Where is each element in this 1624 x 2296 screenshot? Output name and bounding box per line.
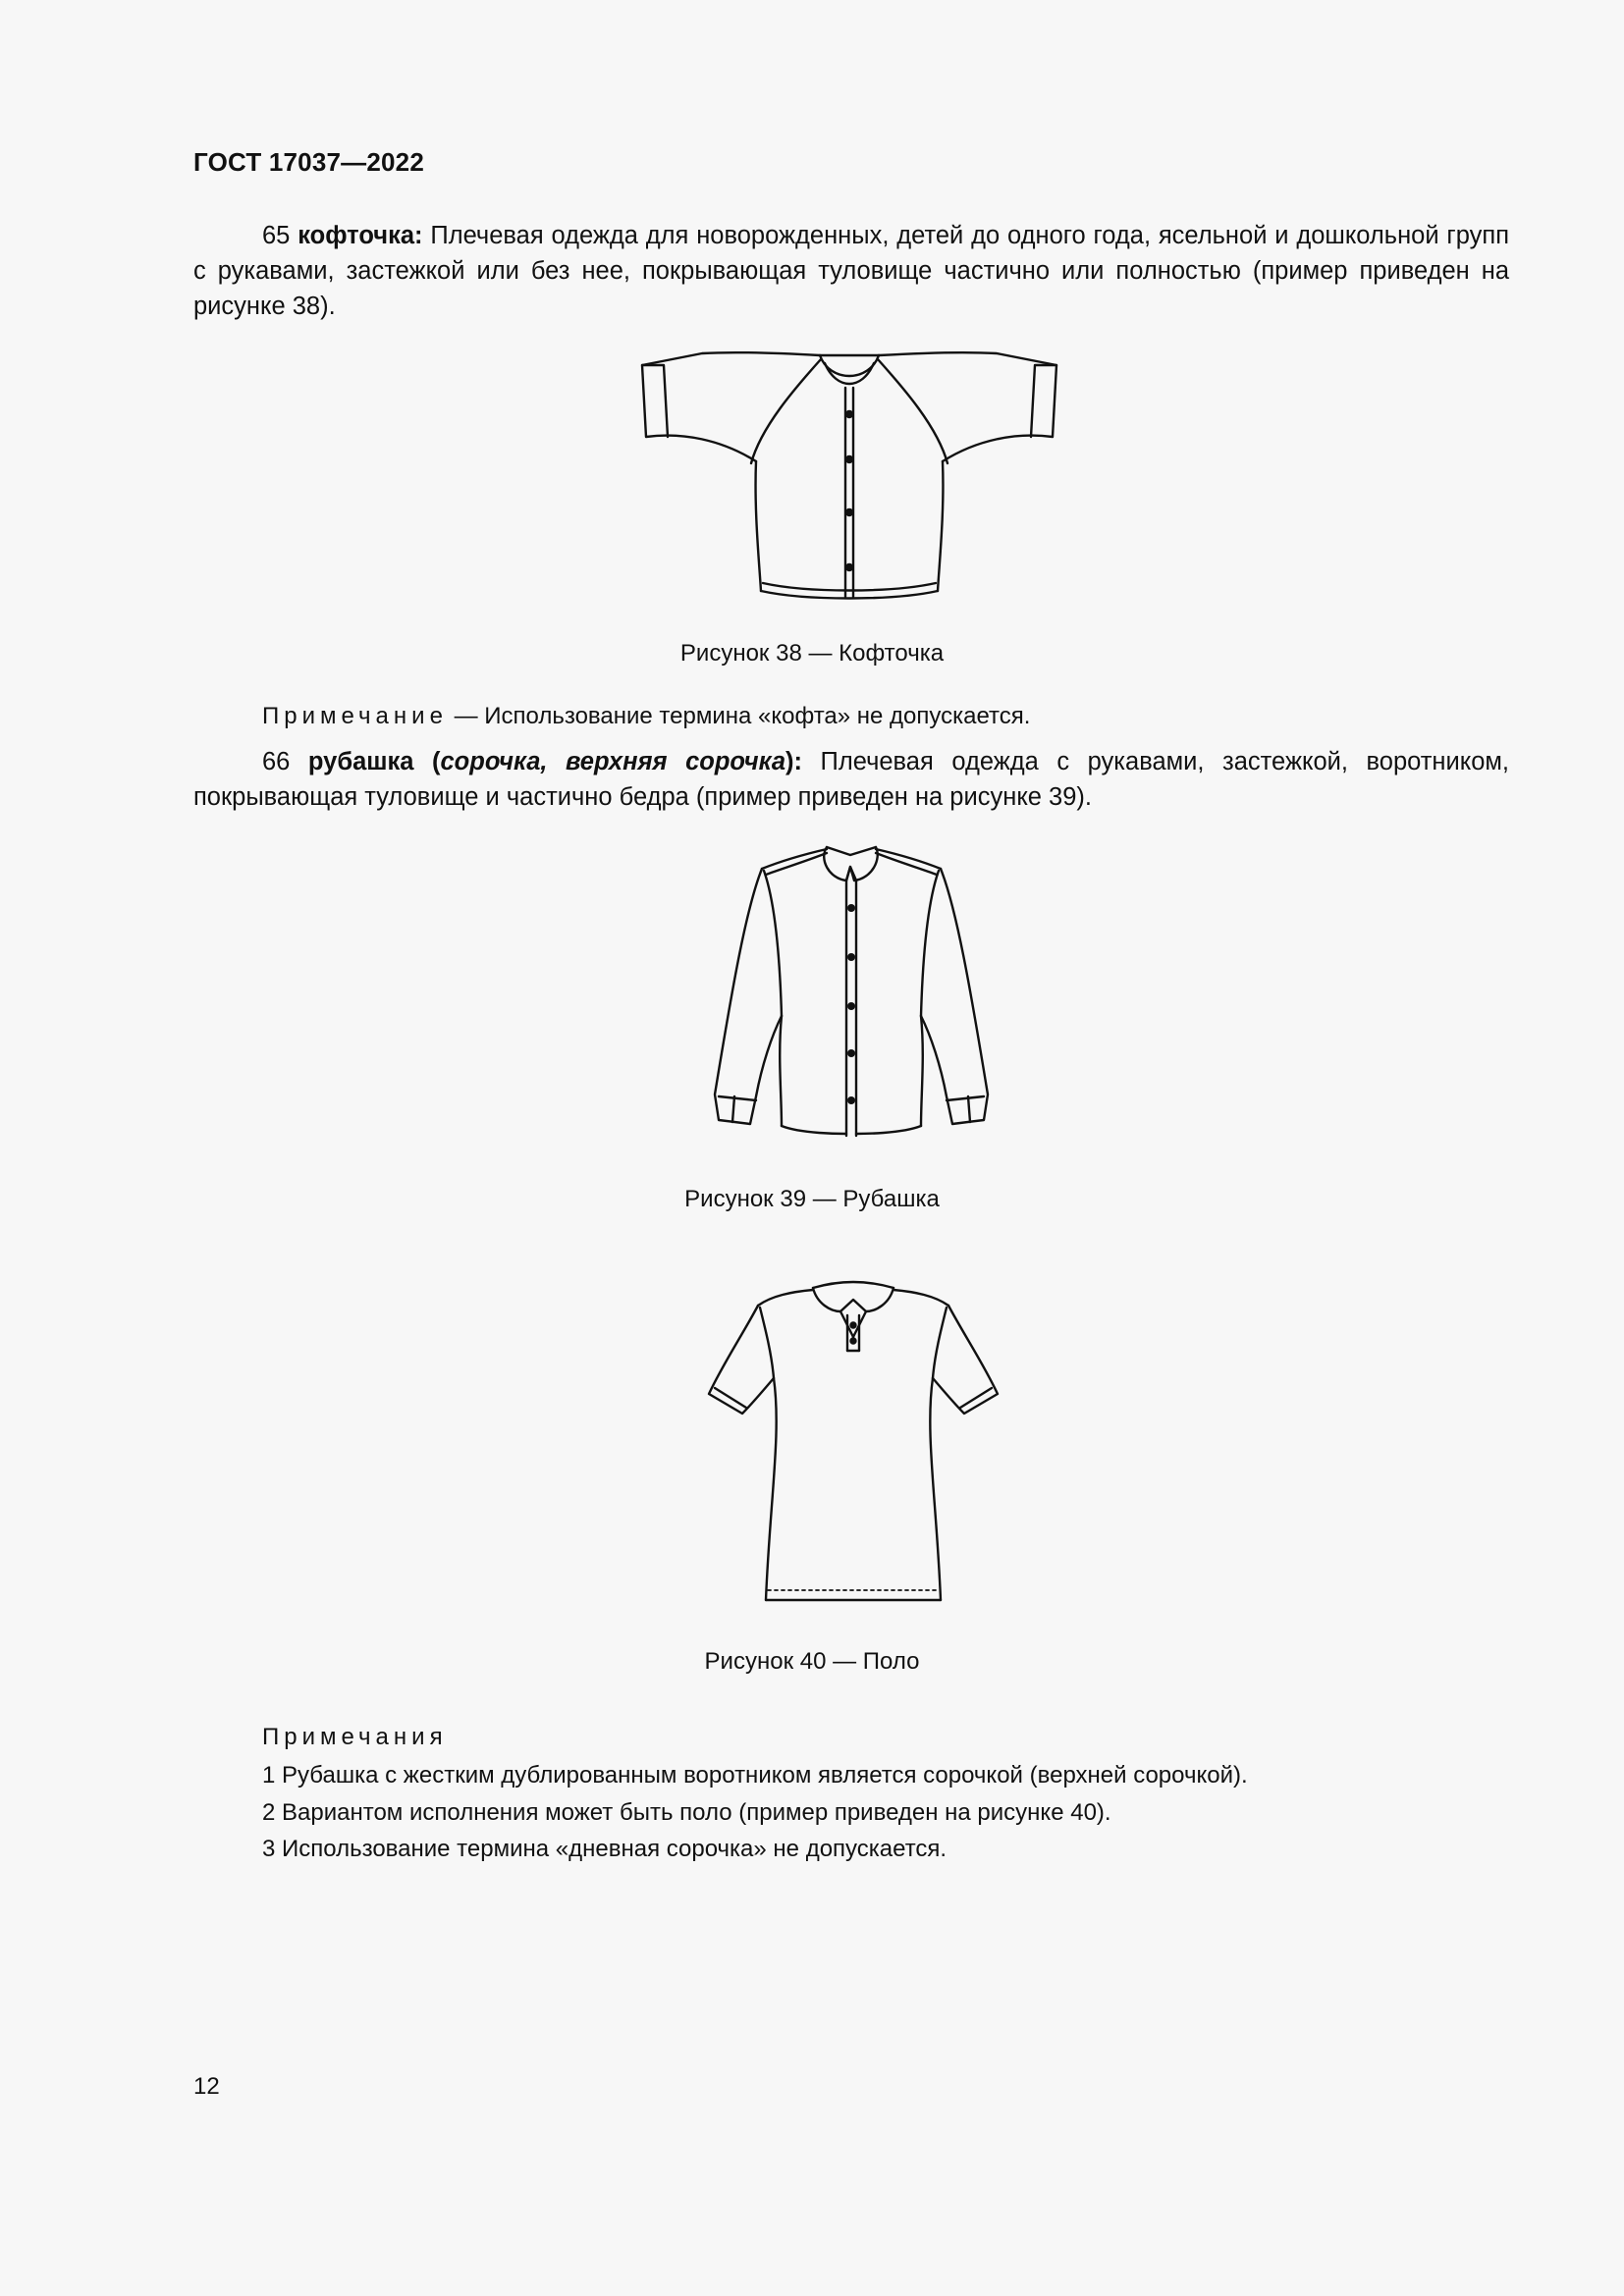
note-65-label: Примечание — [262, 703, 448, 729]
term-66-term-close: ): — [785, 748, 802, 775]
term-65-paragraph — [193, 218, 1509, 324]
figure-40-caption: Рисунок 40 — Поло — [704, 1648, 920, 1675]
notes-66-item-2: 2 Вариантом исполнения может быть поло (пример приведен на рисунке 40). — [262, 1799, 1111, 1826]
notes-66-item-3: 3 Использование термина «дневная сорочка» не допускается. — [262, 1836, 947, 1862]
figure-40-polo-drawing — [703, 1276, 1003, 1606]
note-65 — [262, 699, 1030, 734]
term-66-definition: Плечевая одежда с рукавами, застежкой, воротником, покрывающая туловище и частично бедра (пример приведен на рисунке 39). — [193, 748, 1509, 811]
term-66-term-open: рубашка ( — [307, 748, 441, 775]
notes-66-item-1: 1 Рубашка с жестким дублированным воротником является сорочкой (верхней сорочкой). — [262, 1762, 1248, 1789]
term-65-number: 65 — [262, 222, 298, 249]
note-65-text: — Использование термина «кофта» не допускается. — [447, 703, 1031, 729]
figure-38-caption: Рисунок 38 — Кофточка — [679, 640, 945, 667]
term-66-paragraph — [193, 744, 1509, 815]
term-66-number: 66 — [262, 748, 308, 775]
document-header: ГОСТ 17037—2022 — [193, 147, 424, 177]
page-number: 12 — [193, 2073, 220, 2100]
figure-38-jacket-drawing — [628, 344, 1070, 609]
notes-66-label: Примечания — [262, 1724, 448, 1750]
term-66-synonyms: сорочка, верхняя сорочка — [440, 748, 786, 775]
term-65-definition: Плечевая одежда для новорожденных, детей до одного года, ясельной и дошкольной групп с рукавами, застежкой или без нее, покрывающая туловище частично или полностью (пример приведен на рисунке 38). — [193, 222, 1509, 320]
figure-39-caption: Рисунок 39 — Рубашка — [684, 1186, 940, 1212]
figure-39-shirt-drawing — [703, 839, 1000, 1146]
term-65-term: кофточка: — [298, 222, 423, 249]
